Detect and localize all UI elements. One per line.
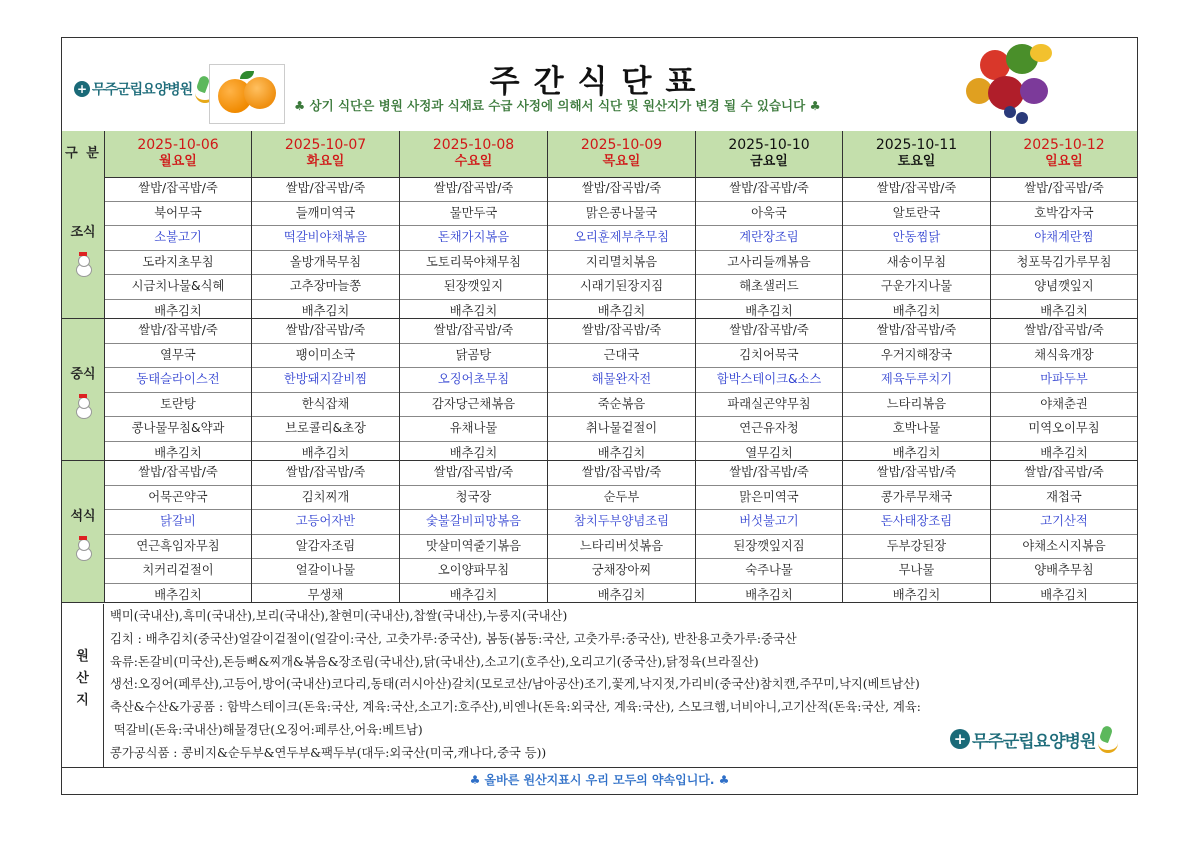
day-menu-cell <box>399 319 547 460</box>
day-menu-cell <box>251 319 399 460</box>
menu-item: 양배추무침 <box>991 559 1137 584</box>
day-menu-cell <box>990 319 1137 460</box>
menu-item: 채식육개장 <box>991 344 1137 369</box>
menu-item: 맑은미역국 <box>696 486 842 511</box>
menu-item: 맛살미역줄기볶음 <box>400 535 547 560</box>
menu-item: 알토란국 <box>843 202 990 227</box>
menu-item: 쌀밥/잡곡밥/죽 <box>105 177 251 202</box>
meal-label-cell <box>62 461 104 602</box>
menu-item: 배추김치 <box>597 445 646 460</box>
snowman-icon <box>74 397 92 417</box>
menu-item: 구운가지나물 <box>843 275 990 300</box>
origin-line: 콩가공식품 : 콩비지&순두부&연두부&팩두부(대두:외국산(미국,캐나다,중국 등)) <box>110 745 547 760</box>
menu-sheet <box>61 37 1138 795</box>
main-dish-item: 고등어자반 <box>252 510 399 535</box>
origin-label-char: 산 <box>76 671 89 686</box>
day-menu-cell <box>842 177 990 318</box>
menu-item: 숙주나물 <box>696 559 842 584</box>
fruits-image <box>960 42 1056 128</box>
menu-item: 느타리볶음 <box>843 393 990 418</box>
main-dish-item: 한방돼지갈비찜 <box>252 368 399 393</box>
cross-icon: + <box>950 729 970 749</box>
meal-label: 석식 <box>70 509 96 524</box>
day-weekday: 화요일 <box>306 154 345 169</box>
menu-item: 배추김치 <box>154 587 202 602</box>
menu-item: 연근유자청 <box>696 417 842 442</box>
meal-row <box>62 319 1137 461</box>
main-dish-item: 떡갈비야채볶음 <box>252 226 399 251</box>
menu-item: 쌀밥/잡곡밥/죽 <box>991 319 1137 344</box>
main-dish-item: 오징어초무침 <box>400 368 547 393</box>
menu-item: 열무김치 <box>745 445 793 460</box>
menu-item: 해초샐러드 <box>696 275 842 300</box>
day-header <box>990 131 1137 177</box>
menu-item: 무생채 <box>307 587 344 602</box>
hospital-logo-bottom <box>950 726 1120 752</box>
menu-item: 들깨미역국 <box>252 202 399 227</box>
meal-row <box>62 461 1137 603</box>
origin-section <box>62 604 1137 768</box>
menu-item: 배추김치 <box>597 303 646 318</box>
day-date: 2025-10-06 <box>137 137 219 153</box>
gubun-label: 구 분 <box>65 146 101 161</box>
meal-label: 조식 <box>70 225 96 240</box>
menu-item: 쌀밥/잡곡밥/죽 <box>548 461 695 486</box>
day-weekday: 토요일 <box>897 154 936 169</box>
menu-item: 열무국 <box>105 344 251 369</box>
day-header <box>695 131 842 177</box>
origin-line: 떡갈비(돈육:국내산)해물경단(오징어:페루산,어육:베트남) <box>110 722 423 737</box>
day-menu-cell <box>547 319 695 460</box>
day-weekday: 금요일 <box>750 154 788 169</box>
menu-item: 쌀밥/잡곡밥/죽 <box>696 177 842 202</box>
menu-item: 유채나물 <box>400 417 547 442</box>
menu-item: 도라지초무침 <box>105 251 251 276</box>
hospital-name: 무주군립요양병원 <box>972 731 1096 752</box>
day-menu-cell <box>251 461 399 602</box>
main-dish-item: 안동찜닭 <box>843 226 990 251</box>
day-header-row <box>62 131 1137 178</box>
day-date: 2025-10-11 <box>875 137 958 153</box>
menu-item: 닭곰탕 <box>400 344 547 369</box>
menu-item: 쌀밥/잡곡밥/죽 <box>252 177 399 202</box>
menu-item: 김치찌개 <box>252 486 399 511</box>
menu-item: 호박감자국 <box>991 202 1137 227</box>
leaf-moon-icon <box>1098 726 1120 752</box>
menu-item: 오이양파무침 <box>400 559 547 584</box>
origin-label <box>62 604 104 767</box>
day-header <box>842 131 990 177</box>
menu-item: 쌀밥/잡곡밥/죽 <box>991 461 1137 486</box>
menu-item: 물만두국 <box>400 202 547 227</box>
header <box>62 38 1137 132</box>
menu-item: 쌀밥/잡곡밥/죽 <box>991 177 1137 202</box>
main-dish-item: 고기산적 <box>991 510 1137 535</box>
menu-item: 아욱국 <box>696 202 842 227</box>
main-dish-item: 동태슬라이스전 <box>105 368 251 393</box>
main-dish-item: 돈채가지볶음 <box>400 226 547 251</box>
menu-item: 배추김치 <box>1040 303 1088 318</box>
footer-slogan: ♣ 올바른 원산지표시 우리 모두의 약속입니다. ♣ <box>469 773 730 787</box>
menu-item: 콩나물무침&약과 <box>105 417 251 442</box>
menu-item: 쌀밥/잡곡밥/죽 <box>400 177 547 202</box>
menu-item: 쌀밥/잡곡밥/죽 <box>843 319 990 344</box>
day-date: 2025-10-09 <box>580 137 663 153</box>
menu-item: 청포묵김가루무침 <box>991 251 1137 276</box>
hospital-name: 무주군립요양병원 <box>92 82 193 98</box>
day-menu-cell <box>104 461 251 602</box>
day-menu-cell <box>695 319 842 460</box>
menu-item: 배추김치 <box>597 587 646 602</box>
origin-label-char: 지 <box>76 693 89 708</box>
gubun-cell <box>62 131 104 177</box>
origin-line: 김치 : 배추김치(중국산)얼갈이겉절이(얼갈이:국산, 고춧가루:중국산), 봄동(봄동:국산, 고춧가루:중국산), 반찬용고춧가루:중국산 <box>110 631 797 646</box>
origin-line: 생선:오징어(페루산),고등어,방어(국내산)코다리,동태(러시아산)갈치(모로코산/남아공산)조기,꽃게,낙지젓,가리비(중국산)참치캔,주꾸미,낙지(베트남산) <box>110 677 920 692</box>
menu-item: 쌀밥/잡곡밥/죽 <box>252 461 399 486</box>
menu-item: 청국장 <box>400 486 547 511</box>
menu-item: 배추김치 <box>301 303 350 318</box>
meal-label-cell <box>62 319 104 460</box>
menu-item: 알감자조림 <box>252 535 399 560</box>
day-menu-cell <box>990 461 1137 602</box>
meal-label-cell <box>62 177 104 318</box>
menu-item: 우거지해장국 <box>843 344 990 369</box>
menu-item: 쌀밥/잡곡밥/죽 <box>400 319 547 344</box>
menu-item: 야채춘권 <box>991 393 1137 418</box>
menu-item: 고사리들깨볶음 <box>696 251 842 276</box>
menu-item: 팽이미소국 <box>252 344 399 369</box>
menu-item: 감자당근채볶음 <box>400 393 547 418</box>
menu-item: 무나물 <box>843 559 990 584</box>
menu-item: 된장깻잎지짐 <box>696 535 842 560</box>
menu-item: 궁채장아찌 <box>548 559 695 584</box>
snowman-icon <box>74 255 92 275</box>
notice-text: ♣ 상기 식단은 병원 사정과 식재료 수급 사정에 의해서 식단 및 원산지가 변경 될 수 있습니다 ♣ <box>294 98 821 113</box>
day-menu-cell <box>399 461 547 602</box>
day-menu-cell <box>842 319 990 460</box>
meal-label: 중식 <box>70 367 96 382</box>
menu-item: 느타리버섯볶음 <box>548 535 695 560</box>
origin-label-char: 원 <box>76 649 89 664</box>
main-dish-item: 닭갈비 <box>105 510 251 535</box>
main-dish-item: 야채계란찜 <box>991 226 1137 251</box>
origin-line: 축산&수산&가공품 : 함박스테이크(돈육:국산, 계육:국산,소고기:호주산),비엔나(돈육:외국산, 계육:국산), 스모크햄,너비아니,고기산적(돈육:국산, 계육: <box>110 700 921 715</box>
menu-item: 호박나물 <box>843 417 990 442</box>
main-dish-item: 숯불갈비피망볶음 <box>400 510 547 535</box>
menu-item: 치커리겉절이 <box>105 559 251 584</box>
day-header <box>104 131 251 177</box>
menu-item: 한식잡채 <box>252 393 399 418</box>
menu-item: 어묵곤약국 <box>105 486 251 511</box>
day-menu-cell <box>695 461 842 602</box>
menu-item: 시래기된장지짐 <box>548 275 695 300</box>
menu-item: 쌀밥/잡곡밥/죽 <box>548 319 695 344</box>
menu-item: 쌀밥/잡곡밥/죽 <box>105 319 251 344</box>
menu-item: 배추김치 <box>154 303 202 318</box>
day-weekday: 수요일 <box>454 154 493 169</box>
day-menu-cell <box>842 461 990 602</box>
meal-row <box>62 177 1137 319</box>
day-menu-cell <box>547 461 695 602</box>
snowman-icon <box>74 539 92 559</box>
menu-item: 토란탕 <box>105 393 251 418</box>
main-dish-item: 버섯불고기 <box>696 510 842 535</box>
menu-item: 배추김치 <box>892 445 941 460</box>
day-menu-cell <box>104 319 251 460</box>
menu-item: 야채소시지볶음 <box>991 535 1137 560</box>
menu-item: 배추김치 <box>1040 445 1088 460</box>
day-menu-cell <box>251 177 399 318</box>
menu-item: 배추김치 <box>301 445 350 460</box>
main-dish-item: 해물완자전 <box>548 368 695 393</box>
menu-item: 쌀밥/잡곡밥/죽 <box>252 319 399 344</box>
main-dish-item: 참치두부양념조림 <box>548 510 695 535</box>
menu-item: 콩가루무채국 <box>843 486 990 511</box>
main-dish-item: 소불고기 <box>105 226 251 251</box>
menu-item: 새송이무침 <box>843 251 990 276</box>
day-menu-cell <box>695 177 842 318</box>
menu-item: 배추김치 <box>745 303 793 318</box>
menu-item: 배추김치 <box>892 303 941 318</box>
menu-item: 쌀밥/잡곡밥/죽 <box>696 461 842 486</box>
menu-item: 양념깻잎지 <box>991 275 1137 300</box>
menu-item: 배추김치 <box>1040 587 1088 602</box>
day-menu-cell <box>990 177 1137 318</box>
menu-item: 연근흑임자무침 <box>105 535 251 560</box>
menu-item: 근대국 <box>548 344 695 369</box>
menu-item: 배추김치 <box>154 445 202 460</box>
menu-item: 시금치나물&식혜 <box>105 275 251 300</box>
origin-line: 백미(국내산),흑미(국내산),보리(국내산),찰현미(국내산),찹쌀(국내산),누룽지(국내산) <box>110 609 568 623</box>
menu-item: 두부강된장 <box>843 535 990 560</box>
day-weekday: 목요일 <box>602 154 641 169</box>
day-menu-cell <box>547 177 695 318</box>
menu-item: 지리멸치볶음 <box>548 251 695 276</box>
menu-item: 맑은콩나물국 <box>548 202 695 227</box>
menu-item: 죽순볶음 <box>548 393 695 418</box>
menu-item: 파래실곤약무침 <box>696 393 842 418</box>
day-date: 2025-10-12 <box>1023 137 1105 153</box>
day-menu-cell <box>399 177 547 318</box>
main-dish-item: 함박스테이크&소스 <box>696 368 842 393</box>
menu-item: 순두부 <box>548 486 695 511</box>
page-title: 주간식단표 <box>489 64 710 100</box>
menu-item: 올방개묵무침 <box>252 251 399 276</box>
menu-item: 김치어묵국 <box>696 344 842 369</box>
day-header <box>547 131 695 177</box>
menu-item: 재첩국 <box>991 486 1137 511</box>
menu-item: 배추김치 <box>745 587 793 602</box>
menu-item: 배추김치 <box>449 587 498 602</box>
menu-item: 쌀밥/잡곡밥/죽 <box>105 461 251 486</box>
menu-item: 취나물겉절이 <box>548 417 695 442</box>
day-header <box>251 131 399 177</box>
menu-item: 쌀밥/잡곡밥/죽 <box>696 319 842 344</box>
day-weekday: 일요일 <box>1045 154 1083 169</box>
menu-item: 배추김치 <box>449 303 498 318</box>
menu-item: 얼갈이나물 <box>252 559 399 584</box>
day-date: 2025-10-08 <box>432 137 515 153</box>
menu-item: 쌀밥/잡곡밥/죽 <box>400 461 547 486</box>
main-dish-item: 오리훈제부추무침 <box>548 226 695 251</box>
menu-item: 고추장마늘쫑 <box>252 275 399 300</box>
menu-item: 배추김치 <box>892 587 941 602</box>
day-weekday: 월요일 <box>159 154 197 169</box>
day-menu-cell <box>104 177 251 318</box>
menu-item: 브로콜리&초장 <box>252 417 399 442</box>
menu-item: 쌀밥/잡곡밥/죽 <box>843 177 990 202</box>
menu-item: 북어무국 <box>105 202 251 227</box>
main-dish-item: 제육두루치기 <box>843 368 990 393</box>
cross-icon: + <box>74 81 90 97</box>
main-dish-item: 계란장조림 <box>696 226 842 251</box>
menu-item: 도토리묵야채무침 <box>400 251 547 276</box>
menu-item: 쌀밥/잡곡밥/죽 <box>548 177 695 202</box>
day-header <box>399 131 547 177</box>
main-dish-item: 돈사태장조림 <box>843 510 990 535</box>
main-dish-item: 마파두부 <box>991 368 1137 393</box>
menu-item: 쌀밥/잡곡밥/죽 <box>843 461 990 486</box>
menu-item: 배추김치 <box>449 445 498 460</box>
menu-item: 미역오이무침 <box>991 417 1137 442</box>
day-date: 2025-10-10 <box>728 137 810 153</box>
menu-item: 된장깻잎지 <box>400 275 547 300</box>
origin-line: 육류:돈갈비(미국산),돈등뼈&찌개&볶음&장조림(국내산),닭(국내산),소고기(호주산),오리고기(중국산),닭정육(브라질산) <box>110 654 759 669</box>
day-date: 2025-10-07 <box>284 137 367 153</box>
